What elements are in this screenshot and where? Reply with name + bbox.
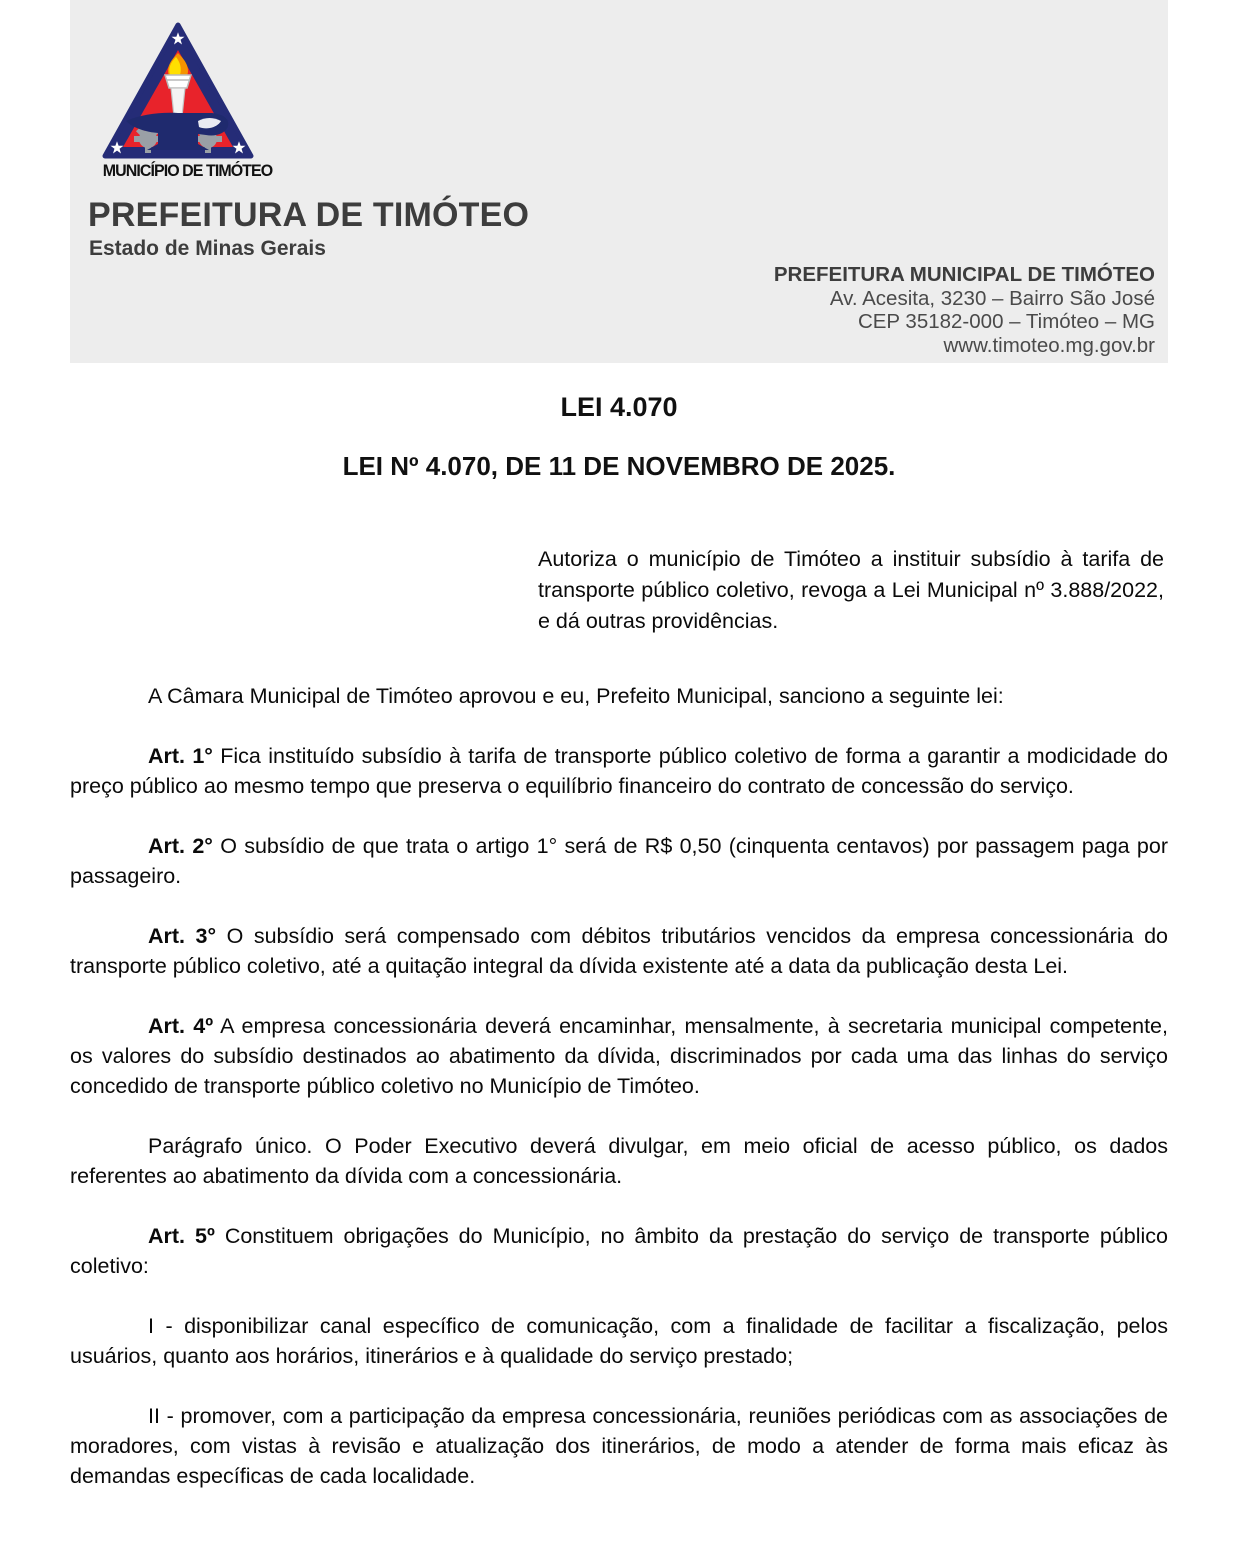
article-4: Art. 4º A empresa concessionária deverá encaminhar, mensalmente, à secretaria municipal competente, os valores do subsídio destinados ao abatimento da dívida, discriminados por cada uma das linhas do serviço concedido de transporte público coletivo no Município de Timóteo. (70, 1014, 1168, 1098)
law-body (70, 681, 1168, 1491)
article-1-label: Art. 1° (148, 744, 213, 768)
address-block (774, 263, 1155, 357)
address-cep-line: CEP 35182-000 – Timóteo – MG (857, 310, 1155, 333)
law-document (70, 363, 1168, 1491)
article-2-label: Art. 2° (148, 834, 213, 858)
law-title: LEI 4.070 (560, 392, 678, 422)
article-5-label: Art. 5º (148, 1224, 215, 1248)
address-org-line: PREFEITURA MUNICIPAL DE TIMÓTEO (773, 263, 1155, 286)
ementa: Autoriza o município de Timóteo a instituir subsídio à tarifa de transporte público coletivo, revoga a Lei Municipal nº 3.888/2022, e dá outras providências. (538, 547, 1164, 633)
article-5-item-2: II - promover, com a participação da empresa concessionária, reuniões periódicas com as associações de moradores, com vistas à revisão e atualização dos itinerários, de modo a atender de forma mais eficaz às demandas específicas de cada localidade. (70, 1404, 1168, 1488)
website-text: www.timoteo.mg.gov.br (943, 333, 1155, 357)
law-subtitle: LEI Nº 4.070, DE 11 DE NOVEMBRO DE 2025. (342, 451, 896, 481)
letterhead (70, 0, 1168, 363)
article-2: Art. 2° O subsídio de que trata o artigo 1° será de R$ 0,50 (cinquenta centavos) por passagem paga por passageiro. (70, 834, 1168, 888)
address-street-line: Av. Acesita, 3230 – Bairro São José (829, 286, 1155, 310)
coat-of-arms-icon (102, 22, 254, 160)
article-3-label: Art. 3° (148, 924, 217, 948)
article-1: Art. 1° Fica instituído subsídio à tarifa de transporte público coletivo de forma a garantir a modicidade do preço público ao mesmo tempo que preserva o equilíbrio financeiro do contrato de concessão do serviço. (70, 744, 1168, 798)
municipal-logo (98, 22, 273, 181)
article-4-label: Art. 4º (148, 1014, 214, 1038)
article-5-item-1: I - disponibilizar canal específico de comunicação, com a finalidade de facilitar a fiscalização, pelos usuários, quanto aos horários, itinerários e à qualidade do serviço prestado; (70, 1314, 1168, 1368)
logo-caption: MUNICÍPIO DE TIMÓTEO (102, 161, 273, 180)
org-name: PREFEITURA DE TIMÓTEO (88, 196, 530, 234)
preamble: A Câmara Municipal de Timóteo aprovou e eu, Prefeito Municipal, sanciono a seguinte lei: (148, 684, 1004, 708)
article-3: Art. 3° O subsídio será compensado com débitos tributários vencidos da empresa concessionária do transporte público coletivo, até a quitação integral da dívida existente até a data da publicação desta Lei. (70, 924, 1168, 978)
paragrafo-unico: Parágrafo único. O Poder Executivo deverá divulgar, em meio oficial de acesso público, os dados referentes ao abatimento da dívida com a concessionária. (70, 1134, 1168, 1188)
article-5: Art. 5º Constituem obrigações do Município, no âmbito da prestação do serviço de transporte público coletivo: (70, 1224, 1169, 1278)
org-state: Estado de Minas Gerais (89, 237, 326, 260)
